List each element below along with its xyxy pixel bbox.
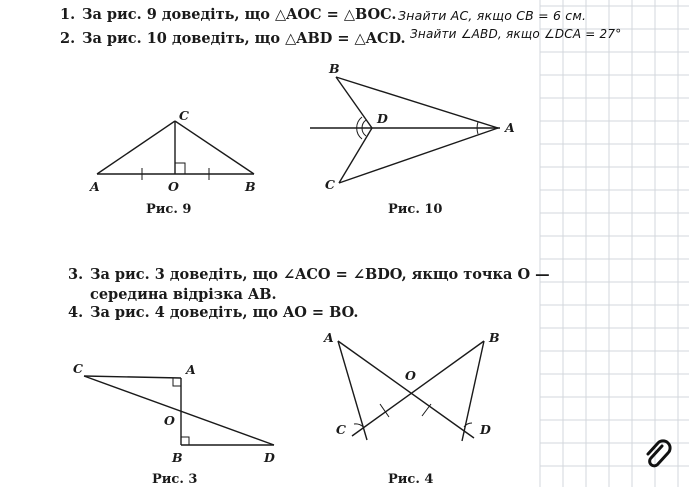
problem-4-number: 4. <box>68 304 84 321</box>
fig3-label-o: O <box>164 413 175 428</box>
problem-4-text: За рис. 4 доведіть, що AO = BO. <box>90 304 359 321</box>
fig4-label-d: D <box>480 422 491 437</box>
problem-3-number: 3. <box>68 266 84 283</box>
fig9-label-b: B <box>245 179 256 194</box>
fig3-label-a: A <box>186 362 196 377</box>
fig10-label-a: A <box>505 120 515 135</box>
fig4-label-a: A <box>324 330 334 345</box>
fig4-label-c: C <box>336 422 346 437</box>
problem-1-number: 1. <box>60 6 76 23</box>
paperclip-icon[interactable] <box>640 437 676 473</box>
fig4-segment-bc <box>352 341 484 436</box>
fig10-label-b: B <box>329 61 340 76</box>
fig9-label-a: A <box>90 179 100 194</box>
fig9-label-c: C <box>179 108 189 123</box>
handwritten-note-1: Знайти AC, якщо CB = 6 см. <box>398 8 587 23</box>
fig3-label-c: C <box>73 361 83 376</box>
fig10-label-c: C <box>325 177 335 192</box>
fig10-caption: Рис. 10 <box>388 202 443 217</box>
handwritten-note-2: Знайти ∠ABD, якщо ∠DCA = 27° <box>410 27 622 41</box>
fig4-label-b: B <box>489 330 500 345</box>
problem-2-number: 2. <box>60 30 76 47</box>
fig10-label-d: D <box>377 111 388 126</box>
problem-3-text-line-2: середина відрізка AB. <box>90 286 277 303</box>
problem-3-text: За рис. 3 доведіть, що ∠ACO = ∠BDO, якщо точка O — <box>90 266 550 283</box>
fig3-label-d: D <box>264 450 275 465</box>
fig3-label-b: B <box>172 450 183 465</box>
fig9-label-o: O <box>168 179 179 194</box>
fig3-caption: Рис. 3 <box>152 472 198 487</box>
problem-2-text: За рис. 10 доведіть, що △ABD = △ACD. <box>82 30 406 47</box>
fig4-label-o: O <box>405 368 416 383</box>
fig4-tick-od <box>422 404 431 416</box>
problem-1-text: За рис. 9 доведіть, що △AOC = △BOC. <box>82 6 397 23</box>
fig4-caption: Рис. 4 <box>388 472 434 487</box>
fig4-segment-ad <box>338 341 474 438</box>
fig9-caption: Рис. 9 <box>146 202 192 217</box>
